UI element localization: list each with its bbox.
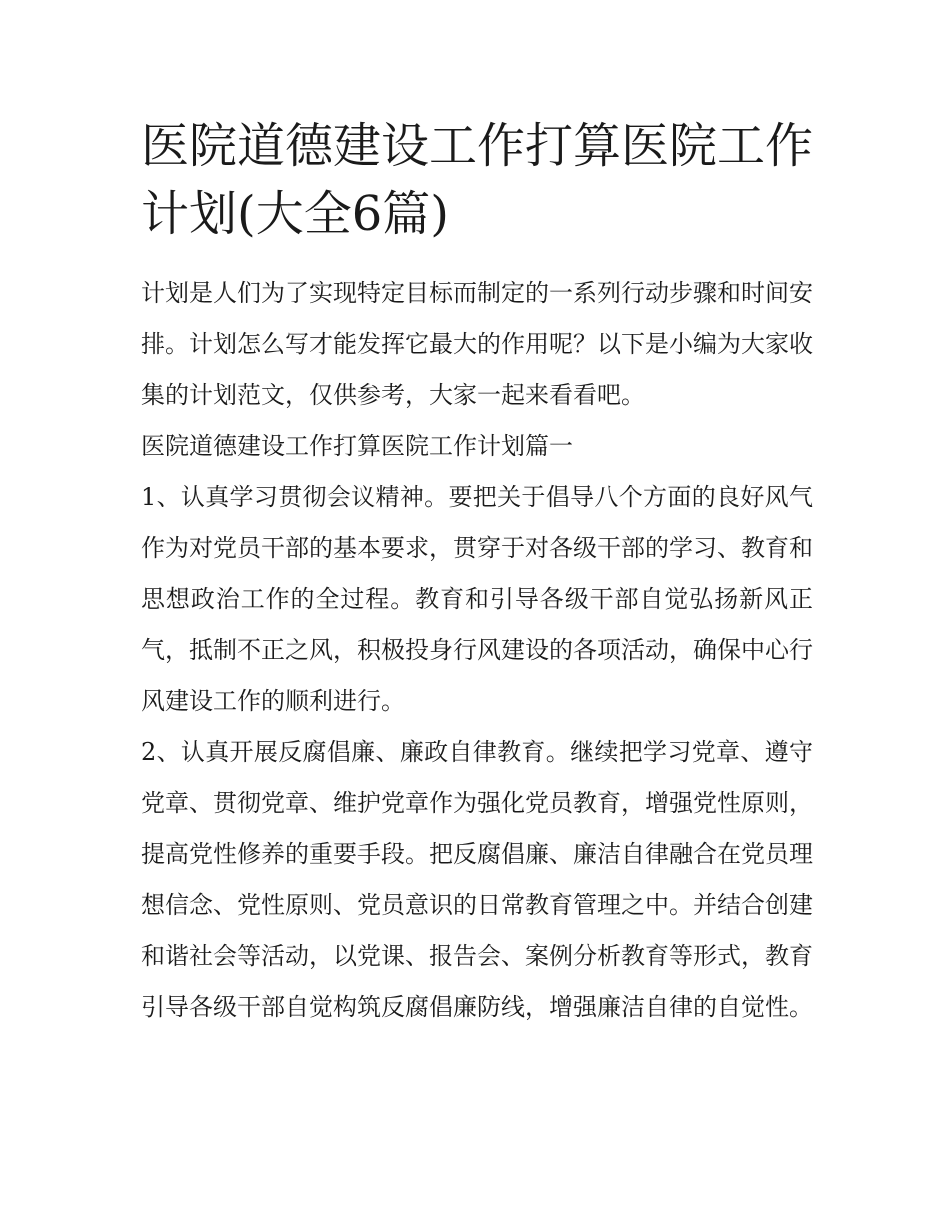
body-paragraph: 2、认真开展反腐倡廉、廉政自律教育。继续把学习党章、遵守党章、贯彻党章、维护党章作为强化党员教育，增强党性原则，提高党性修养的重要手段。把反腐倡廉、廉洁自律融合在党员理想信念、党性原则、党员意识的日常教育管理之中。并结合创建和谐社会等活动，以党课、报告会、案例分析教育等形式，教育引导各级干部自觉构筑反腐倡廉防线，增强廉洁自律的自觉性。 bbox=[141, 738, 813, 1021]
document-title: 医院道德建设工作打算医院工作计划(大全6篇) bbox=[141, 118, 814, 242]
body-paragraph: 1、认真学习贯彻会议精神。要把关于倡导八个方面的良好风气作为对党员干部的基本要求，贯穿于对各级干部的学习、教育和思想政治工作的全过程。教育和引导各级干部自觉弘扬新风正气，抵制不正之风，积极投身行风建设的各项活动，确保中心行风建设工作的顺利进行。 bbox=[141, 483, 813, 715]
document-page bbox=[141, 112, 813, 1033]
document-body bbox=[141, 268, 813, 1033]
intro-paragraph: 计划是人们为了实现特定目标而制定的一系列行动步骤和时间安排。计划怎么写才能发挥它最大的作用呢？以下是小编为大家收集的计划范文，仅供参考，大家一起来看看吧。 bbox=[141, 279, 813, 409]
section-heading: 医院道德建设工作打算医院工作计划篇一 bbox=[141, 432, 573, 460]
